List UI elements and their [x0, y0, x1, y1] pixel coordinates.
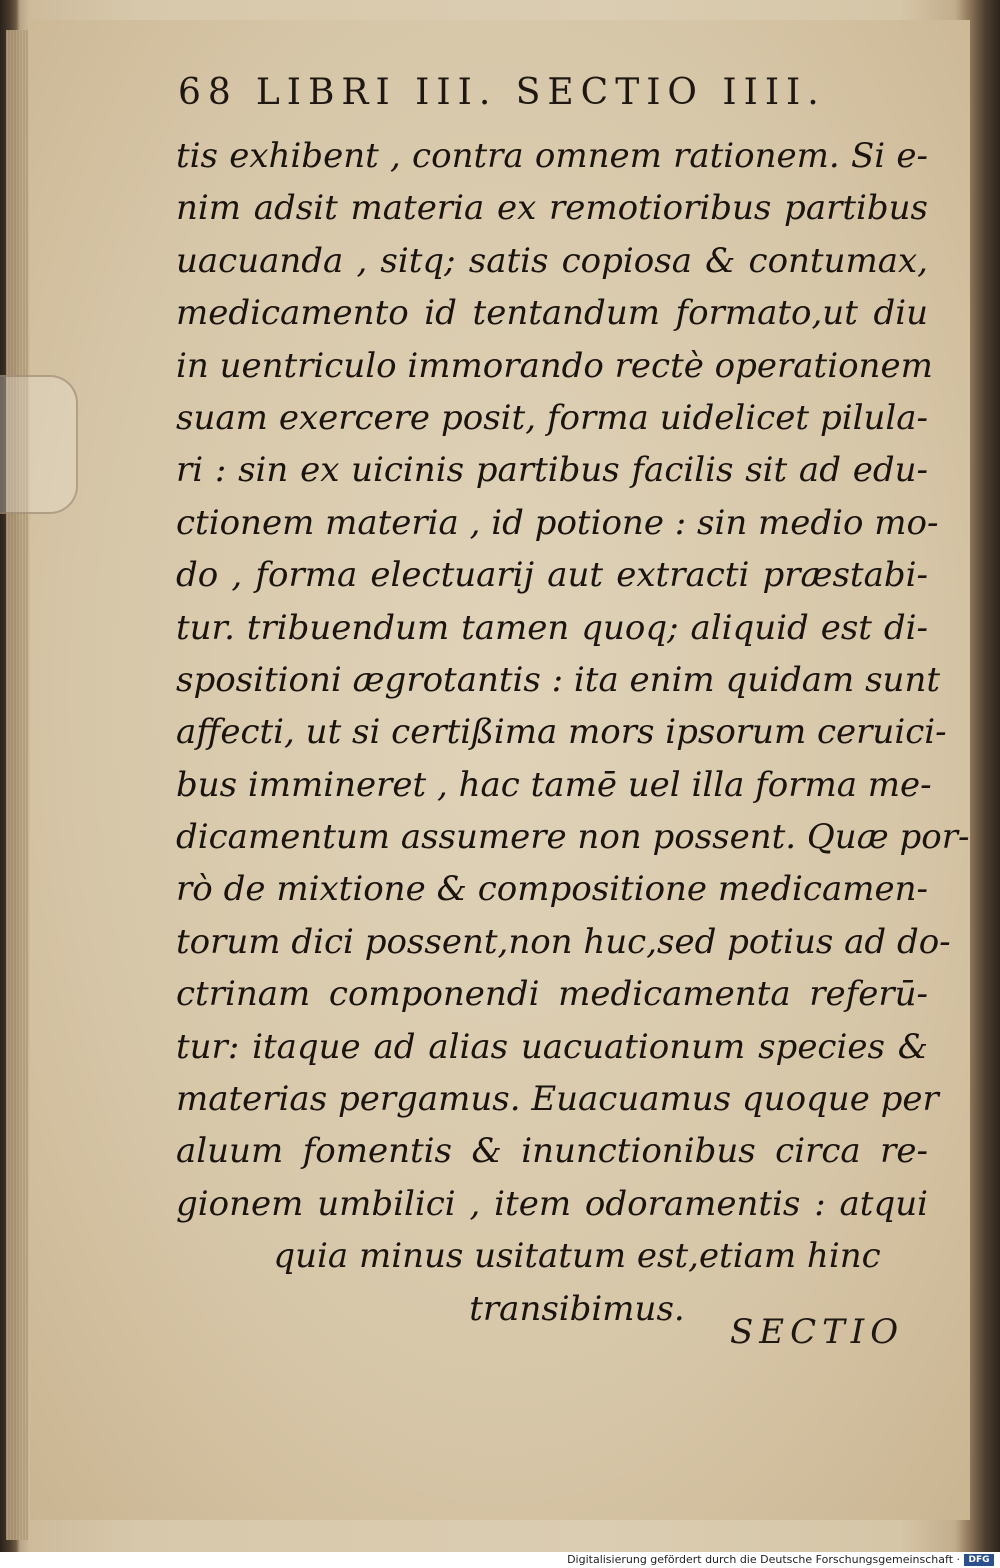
text-line: bus immineret , hac tamē uel illa forma me-: [176, 764, 932, 805]
footer-bar: [0, 1552, 1000, 1568]
text-line: suam exercere posit, forma uidelicet pilula-: [176, 397, 928, 438]
running-head-title: LIBRI III. SECTIO IIII.: [255, 72, 826, 113]
text-line: tur. tribuendum tamen quoq; aliquid est di-: [176, 607, 928, 648]
text-line: tis exhibent , contra omnem rationem. Si e-: [176, 136, 928, 176]
text-line: gionem umbilici , item odoramentis : atqui: [176, 1183, 928, 1224]
funding-notice: Digitalisierung gefördert durch die Deutsche Forschungsgemeinschaft ·: [567, 1553, 960, 1566]
text-line: torum dici possent,non huc,sed potius ad do-: [176, 921, 951, 962]
text-line: materias pergamus. Euacuamus quoque per: [176, 1079, 939, 1120]
running-head: [178, 72, 878, 116]
body-text: [176, 130, 970, 1335]
page-clip: [0, 375, 78, 514]
text-line: dicamentum assumere non possent. Quæ por-: [176, 817, 970, 858]
text-line: do , forma electuarij aut extracti præstabi-: [176, 555, 928, 596]
dfg-logo-icon: DFG: [964, 1554, 994, 1566]
text-line: ctionem materia , id potione : sin medio mo-: [176, 502, 939, 543]
page-number: 68: [178, 72, 238, 113]
text-line: ri : sin ex uicinis partibus facilis sit ad edu-: [176, 450, 928, 491]
text-line: medicamento id tentandum formato,ut diu: [176, 293, 928, 334]
text-line: rò de mixtione & compositione medicamen-: [176, 869, 928, 910]
text-line: aluum fomentis & inunctionibus circa re-: [176, 1131, 928, 1172]
text-line: nim adsit materia ex remotioribus partibus: [176, 188, 928, 229]
catchword: SECTIO: [730, 1312, 905, 1352]
text-line: ctrinam componendi medicamenta referū-: [176, 974, 928, 1015]
text-line: quia minus usitatum est,etiam hinc: [273, 1236, 881, 1277]
text-line: affecti, ut si certißima mors ipsorum ceruici-: [176, 712, 947, 753]
text-line: uacuanda , sitq; satis copiosa & contumax,: [176, 240, 928, 281]
text-line: tur: itaque ad alias uacuationum species &: [176, 1026, 928, 1067]
text-line: transibimus.: [469, 1288, 685, 1329]
text-line: in uentriculo immorando rectè operationem: [176, 345, 933, 386]
page-edges: [6, 30, 28, 1540]
text-line: spositioni ægrotantis : ita enim quidam sunt: [176, 659, 941, 700]
